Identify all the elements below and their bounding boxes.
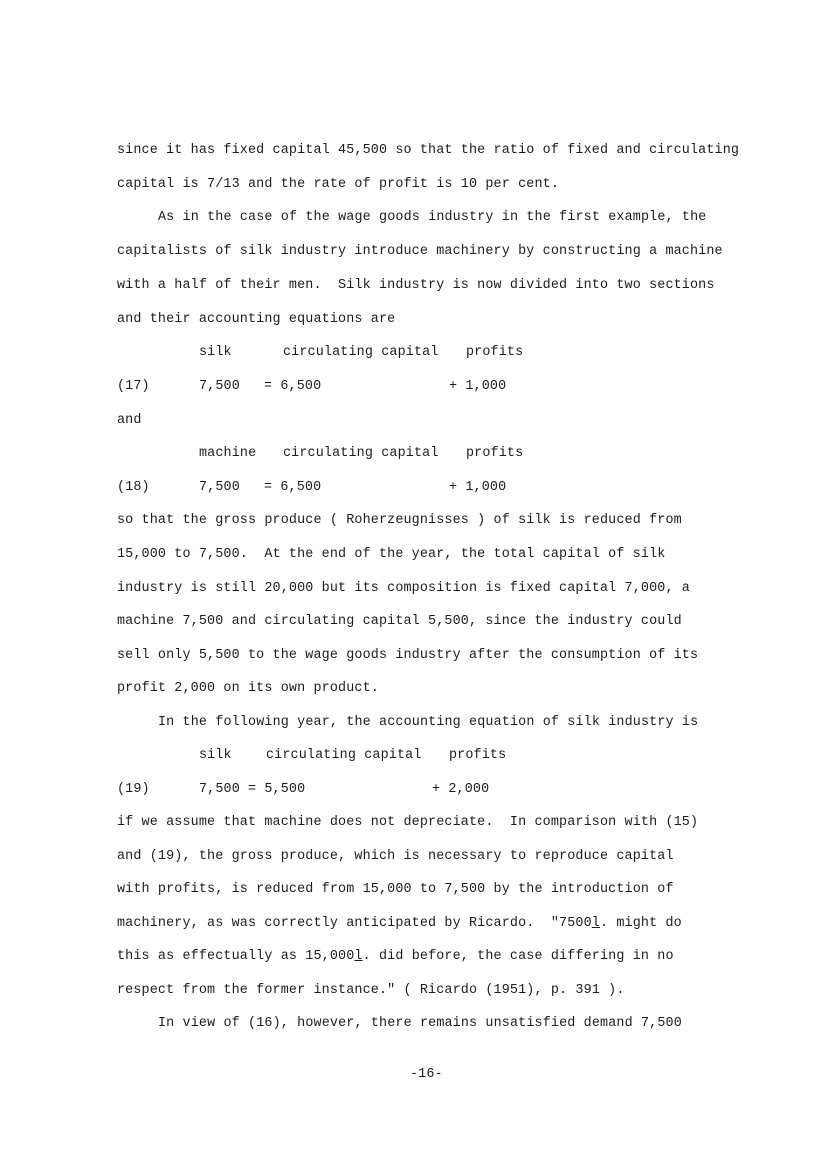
body-text-line: so that the gross produce ( Roherzeugnisses ) of silk is reduced from xyxy=(117,513,682,528)
equation-number: (18) xyxy=(117,480,150,495)
body-text-line: sell only 5,500 to the wage goods industry after the consumption of its xyxy=(117,648,699,663)
body-text-line: In view of (16), however, there remains unsatisfied demand 7,500 xyxy=(158,1016,682,1031)
body-text-line: In the following year, the accounting equation of silk industry is xyxy=(158,715,699,730)
equation-value: 7,500 xyxy=(199,782,240,797)
pound-sign-underlined: l xyxy=(591,916,600,931)
equation-header-circulating-capital: circulating capital xyxy=(283,446,439,461)
equation-profit: + 1,000 xyxy=(449,480,507,495)
body-text-span: this as effectually as 15,000 xyxy=(117,949,355,964)
equation-header-profits: profits xyxy=(466,345,524,360)
body-text-line: 15,000 to 7,500. At the end of the year, the total capital of silk xyxy=(117,547,666,562)
body-text-line: capital is 7/13 and the rate of profit is 10 per cent. xyxy=(117,177,560,192)
equation-header-profits: profits xyxy=(466,446,524,461)
equation-number: (19) xyxy=(117,782,150,797)
equation-value: 7,500 xyxy=(199,379,240,394)
equation-header-silk: silk xyxy=(199,748,232,763)
pound-sign-underlined: l xyxy=(354,949,363,964)
body-text-line: As in the case of the wage goods industry in the first example, the xyxy=(158,210,707,225)
connector-text: and xyxy=(117,413,142,428)
equation-circulating: = 6,500 xyxy=(264,379,322,394)
body-text-line xyxy=(117,949,674,965)
body-text-line: and (19), the gross produce, which is necessary to reproduce capital xyxy=(117,849,674,864)
body-text-span: . did before, the case differing in no xyxy=(362,949,674,964)
page-number: -16- xyxy=(410,1067,443,1082)
body-text-line: and their accounting equations are xyxy=(117,312,396,327)
body-text-line: with profits, is reduced from 15,000 to 7,500 by the introduction of xyxy=(117,882,674,897)
body-text-line: since it has fixed capital 45,500 so that the ratio of fixed and circulating xyxy=(117,143,740,158)
equation-header-silk: silk xyxy=(199,345,232,360)
equation-header-circulating-capital: circulating capital xyxy=(283,345,439,360)
equation-profit: + 1,000 xyxy=(449,379,507,394)
equation-header-profits: profits xyxy=(449,748,507,763)
body-text-line: with a half of their men. Silk industry is now divided into two sections xyxy=(117,278,715,293)
body-text-span: machinery, as was correctly anticipated by Ricardo. "7500 xyxy=(117,916,592,931)
body-text-line: industry is still 20,000 but its composition is fixed capital 7,000, a xyxy=(117,581,690,596)
equation-header-circulating-capital: circulating capital xyxy=(266,748,422,763)
body-text-line: capitalists of silk industry introduce machinery by constructing a machine xyxy=(117,244,723,259)
equation-circulating: = 6,500 xyxy=(264,480,322,495)
equation-number: (17) xyxy=(117,379,150,394)
equation-header-machine: machine xyxy=(199,446,257,461)
body-text-line: profit 2,000 on its own product. xyxy=(117,681,379,696)
body-text-line xyxy=(117,916,682,932)
body-text-line: respect from the former instance." ( Ricardo (1951), p. 391 ). xyxy=(117,983,625,998)
equation-circulating: = 5,500 xyxy=(248,782,306,797)
equation-value: 7,500 xyxy=(199,480,240,495)
body-text-span: . might do xyxy=(599,916,682,931)
body-text-line: if we assume that machine does not depreciate. In comparison with (15) xyxy=(117,815,699,830)
equation-profit: + 2,000 xyxy=(432,782,490,797)
body-text-line: machine 7,500 and circulating capital 5,500, since the industry could xyxy=(117,614,682,629)
